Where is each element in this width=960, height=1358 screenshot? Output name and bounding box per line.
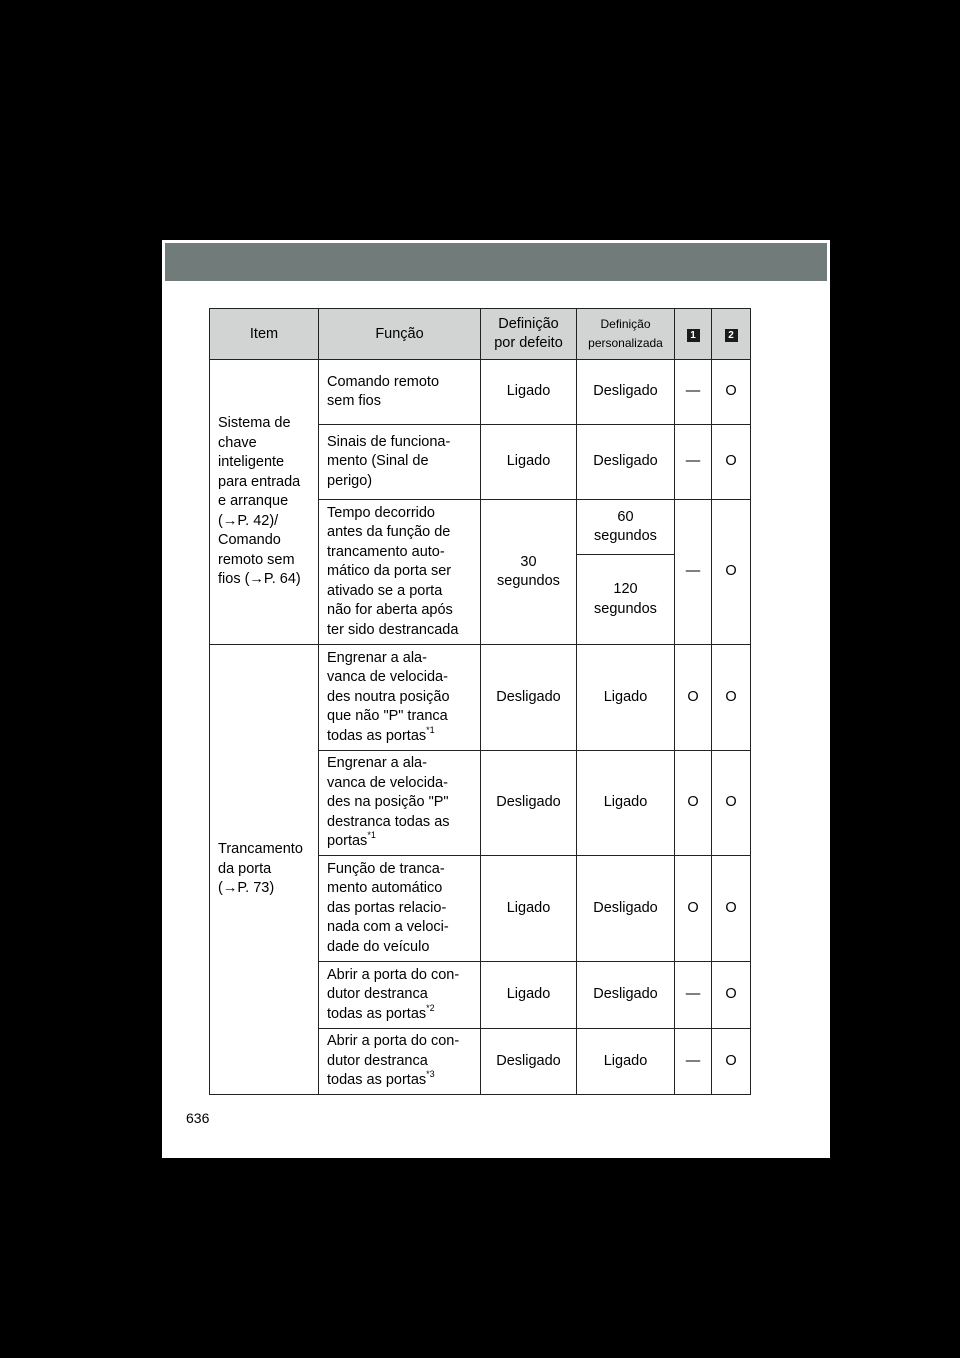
table-header-row: [210, 309, 751, 360]
column-2-cell: O: [712, 425, 751, 500]
column-1-cell: —: [675, 1029, 712, 1095]
default-cell: Desligado: [481, 1029, 577, 1095]
header-item: Item: [210, 309, 319, 360]
header-custom: Definição personalizada: [577, 309, 675, 360]
number-2-icon: 2: [725, 329, 738, 342]
item-cell: Sistema de chave inteligente para entrada e arranque (→P. 42)/ Comando remoto sem fios (→P. 64): [210, 360, 319, 645]
custom-cell: Ligado: [577, 751, 675, 856]
column-1-cell: O: [675, 751, 712, 856]
default-cell: Desligado: [481, 751, 577, 856]
header-funcao: Função: [319, 309, 481, 360]
custom-cell: Desligado: [577, 360, 675, 425]
column-1-cell: O: [675, 645, 712, 751]
column-2-cell: O: [712, 1029, 751, 1095]
column-2-cell: O: [712, 751, 751, 856]
default-cell: Ligado: [481, 962, 577, 1029]
function-cell: Engrenar a ala- vanca de velocida- des noutra posição que não "P" tranca todas as portas$^{*1}$: [319, 645, 481, 751]
footnote-marker: *1: [367, 830, 376, 841]
column-2-cell: O: [712, 645, 751, 751]
column-2-cell: O: [712, 360, 751, 425]
custom-cell: Desligado: [577, 962, 675, 1029]
column-2-cell: O: [712, 856, 751, 962]
number-1-icon: 1: [687, 329, 700, 342]
function-cell: Abrir a porta do con- dutor destranca todas as portas$^{*3}$: [319, 1029, 481, 1095]
custom-cell: Ligado: [577, 1029, 675, 1095]
function-cell: Sinais de funciona- mento (Sinal de perigo): [319, 425, 481, 500]
custom-cell: Ligado: [577, 645, 675, 751]
page-number: 636: [186, 1110, 210, 1126]
column-1-cell: —: [675, 360, 712, 425]
footnote-marker: *3: [426, 1069, 435, 1080]
column-1-cell: O: [675, 856, 712, 962]
footnote-marker: *1: [426, 724, 435, 735]
default-cell: Ligado: [481, 360, 577, 425]
customization-table: [209, 308, 751, 1095]
custom-cell: Desligado: [577, 856, 675, 962]
function-cell: Função de tranca- mento automático das portas relacio- nada com a veloci- dade do veículo: [319, 856, 481, 962]
table-row: [210, 645, 751, 751]
function-cell: Comando remoto sem fios: [319, 360, 481, 425]
column-1-cell: —: [675, 962, 712, 1029]
column-1-cell: —: [675, 500, 712, 645]
default-cell: Ligado: [481, 856, 577, 962]
column-1-cell: —: [675, 425, 712, 500]
table-row: [210, 360, 751, 425]
column-2-cell: O: [712, 962, 751, 1029]
custom-cell: 120 segundos: [577, 555, 675, 645]
default-cell: 30 segundos: [481, 500, 577, 645]
default-cell: Desligado: [481, 645, 577, 751]
header-col2: [712, 309, 751, 360]
footnote-marker: *2: [426, 1002, 435, 1013]
item-cell: Trancamento da porta (→P. 73): [210, 645, 319, 1095]
default-cell: Ligado: [481, 425, 577, 500]
function-cell: Engrenar a ala- vanca de velocida- des na posição "P" destranca todas as portas$^{*1}$: [319, 751, 481, 856]
header-col1: [675, 309, 712, 360]
header-band: [165, 243, 827, 281]
header-default: Definição por defeito: [481, 309, 577, 360]
column-2-cell: O: [712, 500, 751, 645]
function-cell: Tempo decorrido antes da função de trancamento auto- mático da porta ser ativado se a porta não for aberta após ter sido destrancada: [319, 500, 481, 645]
custom-cell: Desligado: [577, 425, 675, 500]
manual-page: [162, 240, 830, 1158]
function-cell: Abrir a porta do con- dutor destranca todas as portas$^{*2}$: [319, 962, 481, 1029]
custom-cell: 60 segundos: [577, 500, 675, 555]
